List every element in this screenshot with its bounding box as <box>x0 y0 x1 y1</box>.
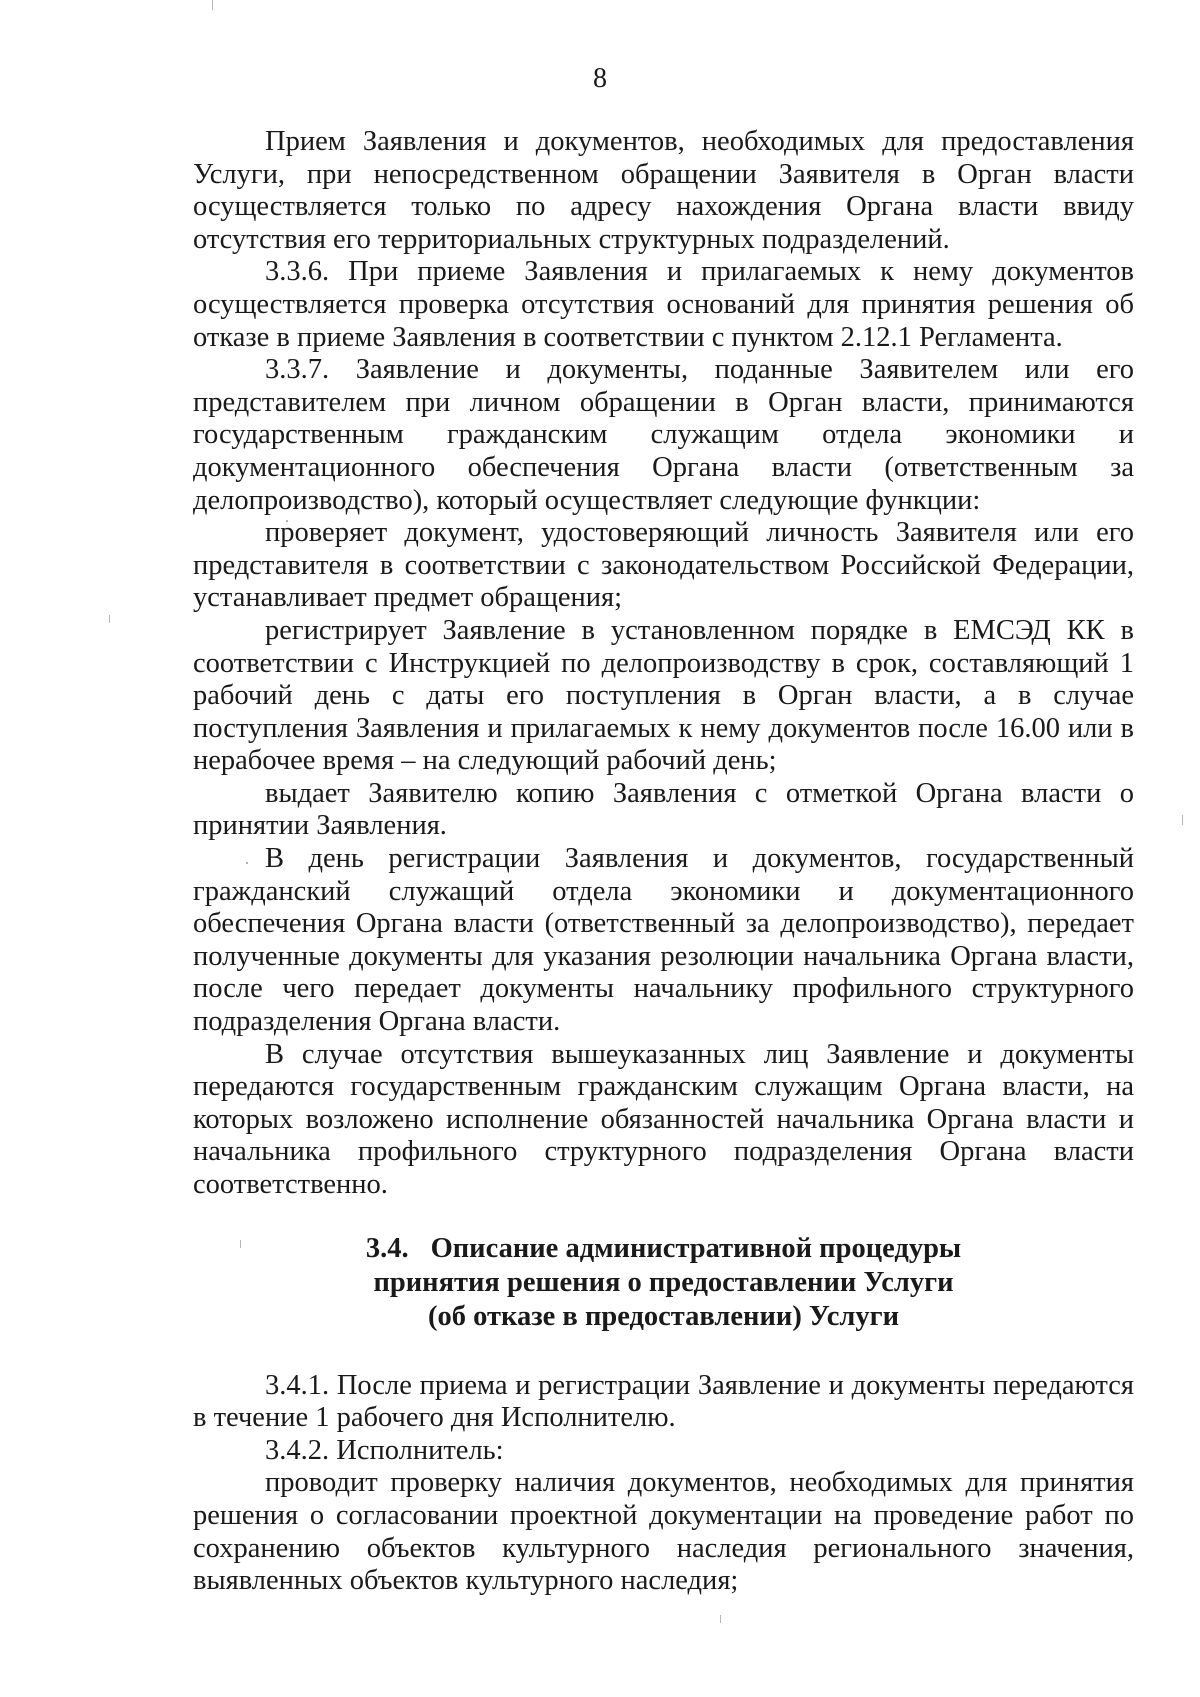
paragraph: 3.4.1. После приема и регистрации Заявление и документы передаются в течение 1 рабочего дня Исполнителю. <box>193 1369 1134 1434</box>
paragraph: проводит проверку наличия документов, необходимых для принятия решения о согласовании проектной документации на проведение работ по сохранению объектов культурного наследия регионального значения, выявленных объектов культурного наследия; <box>193 1467 1134 1597</box>
scan-mark <box>720 1615 721 1623</box>
scan-mark <box>109 615 110 623</box>
section-number: 3.4. <box>365 1232 409 1264</box>
section-heading-line-3: (об отказе в предоставлении) Услуги <box>427 1300 900 1332</box>
paragraph: регистрирует Заявление в установленном порядке в ЕМСЭД КК в соответствии с Инструкцией по делопроизводству в срок, составляющий 1 рабочий день с даты его поступления в Орган власти, а в случае поступления Заявления и прилагаемых к нему документов после 16.00 или в нерабочее время – на следующий рабочий день; <box>193 614 1134 777</box>
scan-mark <box>212 0 213 10</box>
paragraph: 3.3.7. Заявление и документы, поданные Заявителем или его представителем при личном обращении в Орган власти, принимаются государственным гражданским служащим отдела экономики и документационного обеспечения Органа власти (ответственным за делопроизводство), который осуществляет следующие функции: <box>193 354 1134 516</box>
paragraph: В случае отсутствия вышеуказанных лиц Заявление и документы передаются государственным гражданским служащим Органа власти, на которых возложено исполнение обязанностей начальника Органа власти и начальника профильного структурного подразделения Органа власти соответственно. <box>193 1038 1134 1200</box>
paragraph: 3.4.2. Исполнитель: <box>265 1434 504 1466</box>
paragraph: В день регистрации Заявления и документов, государственный гражданский служащий отдела экономики и документационного обеспечения Органа власти (ответственный за делопроизводство), передает полученные документы для указания резолюции начальника Органа власти, после чего передает документы начальнику профильного структурного подразделения Органа власти. <box>193 843 1134 1038</box>
section-heading-line-2: принятия решения о предоставлении Услуги <box>373 1266 954 1298</box>
page-number: 8 <box>593 63 607 94</box>
paragraph: 3.3.6. При приеме Заявления и прилагаемых к нему документов осуществляется проверка отсутствия оснований для принятия решения об отказе в приеме Заявления в соответствии с пунктом 2.12.1 Регламента. <box>193 256 1134 353</box>
section-heading <box>193 1232 1134 1334</box>
section-title-part-1: Описание административной процедуры <box>430 1232 962 1264</box>
paragraph: проверяет документ, удостоверяющий личность Заявителя или его представителя в соответствии с законодательством Российской Федерации, устанавливает предмет обращения; <box>193 517 1134 614</box>
paragraph: Прием Заявления и документов, необходимых для предоставления Услуги, при непосредственном обращении Заявителя в Орган власти осуществляется только по адресу нахождения Органа власти ввиду отсутствия его территориальных структурных подразделений. <box>193 126 1134 255</box>
scan-mark <box>1182 815 1183 825</box>
section-heading-line-1 <box>193 1232 1134 1266</box>
document-body <box>193 126 1134 1598</box>
paragraph: выдает Заявителю копию Заявления с отметкой Органа власти о принятии Заявления. <box>193 777 1134 842</box>
